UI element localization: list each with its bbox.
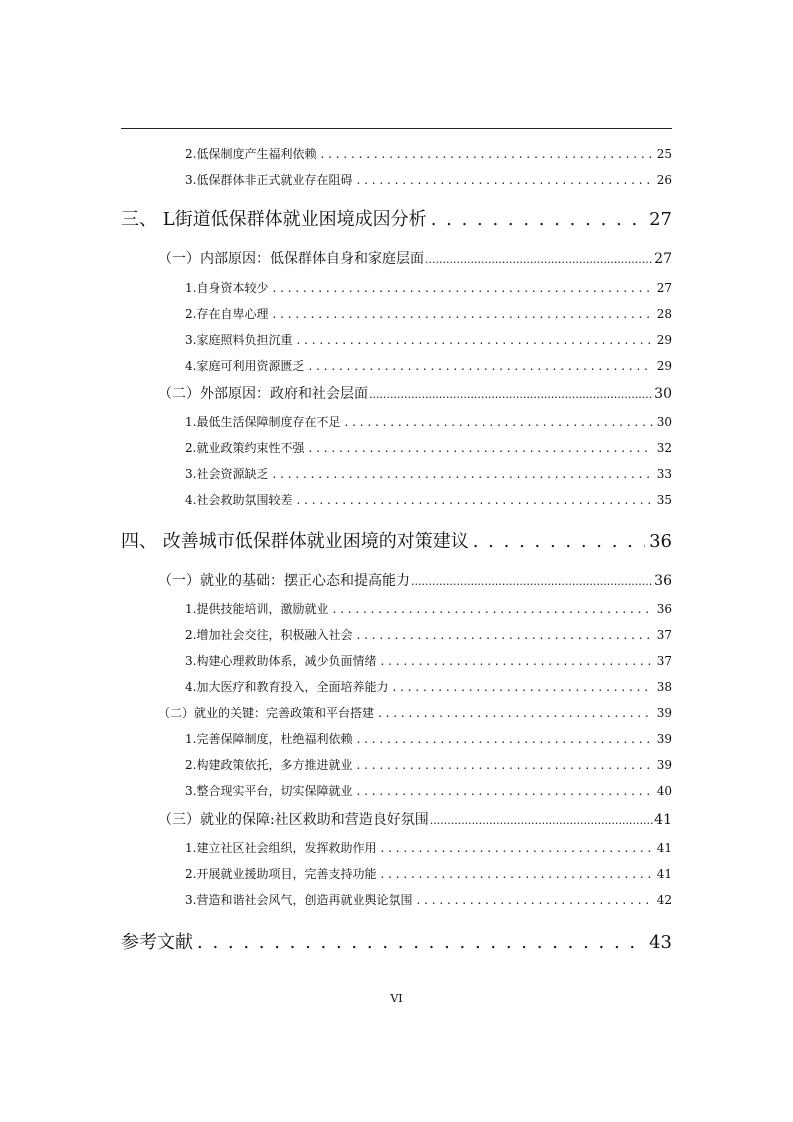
toc-leader-dots [197, 932, 645, 953]
toc-section-entry[interactable] [158, 248, 672, 268]
toc-leader-dots [344, 415, 652, 429]
toc-entry-page: 39 [656, 758, 672, 772]
toc-leader-dots [425, 251, 653, 267]
toc-entry-title: 3.低保群体非正式就业存在阻碍 [185, 173, 353, 187]
toc-entry-title: 2.低保制度产生福利依赖 [185, 147, 317, 161]
toc-section-entry[interactable] [158, 383, 672, 403]
toc-leader-dots [380, 867, 652, 881]
toc-leader-dots [380, 654, 652, 668]
toc-entry-page: 26 [656, 173, 672, 187]
toc-entry[interactable] [185, 678, 672, 695]
toc-entry[interactable] [185, 279, 672, 296]
toc-entry-title: 三、 L街道低保群体就业困境成因分析 [121, 209, 427, 230]
toc-entry-title: 2.增加社会交往，积极融入社会 [185, 628, 353, 642]
toc-entry-page: 29 [656, 333, 672, 347]
toc-leader-dots [430, 812, 653, 828]
toc-entry[interactable] [185, 782, 672, 799]
toc-entry-page: 29 [656, 359, 672, 373]
toc-entry-title: 1.建立社区社会组织，发挥救助作用 [185, 841, 377, 855]
toc-leader-dots [356, 758, 652, 772]
toc-entry-page: 30 [656, 415, 672, 429]
toc-entry-page: 41 [656, 841, 672, 855]
toc-entry-page: 36 [656, 602, 672, 616]
toc-entry[interactable] [185, 491, 672, 508]
toc-leader-dots [378, 706, 653, 720]
toc-entry-page: 38 [656, 680, 672, 694]
toc-leader-dots [392, 680, 652, 694]
toc-entry-title: 4.家庭可利用资源匮乏 [185, 359, 305, 373]
toc-entry-title: 1.完善保障制度，杜绝福利依赖 [185, 732, 353, 746]
toc-entry-title: 参考文献 [121, 932, 193, 953]
toc-entry[interactable] [185, 465, 672, 482]
toc-leader-dots [272, 467, 652, 481]
toc-leader-dots [308, 441, 652, 455]
toc-entry-title: 3.家庭照料负担沉重 [185, 333, 293, 347]
toc-leader-dots [272, 307, 652, 321]
toc-entry-page: 37 [656, 628, 672, 642]
toc-leader-dots [356, 173, 652, 187]
toc-leader-dots [296, 333, 652, 347]
toc-entry-page: 32 [656, 441, 672, 455]
toc-leader-dots [296, 493, 652, 507]
page-number-footer: VI [390, 992, 403, 1005]
toc-leader-dots [473, 531, 645, 552]
toc-entry-page: 27 [654, 251, 672, 267]
toc-section-entry[interactable] [158, 809, 672, 829]
toc-entry[interactable] [185, 891, 672, 908]
toc-entry-page: 40 [656, 784, 672, 798]
toc-entry-title: 2.构建政策依托，多方推进就业 [185, 758, 353, 772]
toc-entry[interactable] [185, 652, 672, 669]
toc-leader-dots [332, 602, 652, 616]
toc-entry-title: 3.营造和谐社会风气，创造再就业舆论氛围 [185, 893, 413, 907]
toc-entry-page: 39 [656, 706, 672, 720]
toc-entry-page: 36 [654, 573, 672, 589]
toc-entry-page: 42 [656, 893, 672, 907]
toc-entry[interactable] [185, 600, 672, 617]
toc-entry[interactable] [185, 756, 672, 773]
toc-entry-page: 30 [654, 386, 672, 402]
toc-entry-page: 41 [654, 812, 672, 828]
toc-leader-dots [416, 893, 652, 907]
toc-entry-page: 43 [649, 932, 672, 953]
toc-entry-title: 2.开展就业援助项目，完善支持功能 [185, 867, 377, 881]
toc-entry-title: 1.自身资本较少 [185, 281, 269, 295]
toc-entry-page: 27 [649, 209, 672, 230]
toc-entry[interactable] [185, 730, 672, 747]
toc-entry[interactable] [185, 171, 672, 188]
toc-leader-dots [369, 386, 653, 402]
toc-chapter-entry[interactable] [121, 527, 672, 553]
toc-entry-title: 2.存在自卑心理 [185, 307, 269, 321]
toc-leader-dots [431, 209, 645, 230]
toc-entry-page: 27 [656, 281, 672, 295]
toc-entry-title: （二）就业的关键：完善政策和平台搭建 [158, 706, 375, 720]
toc-chapter-entry[interactable] [121, 928, 672, 954]
toc-entry[interactable] [185, 439, 672, 456]
toc-entry-page: 37 [656, 654, 672, 668]
toc-entry-title: 3.社会资源缺乏 [185, 467, 269, 481]
toc-entry-title: 2.就业政策约束性不强 [185, 441, 305, 455]
toc-entry-page: 33 [656, 467, 672, 481]
toc-entry-page: 28 [656, 307, 672, 321]
toc-entry-title: 1.最低生活保障制度存在不足 [185, 415, 341, 429]
toc-leader-dots [308, 359, 652, 373]
toc-entry-page: 36 [649, 531, 672, 552]
toc-leader-dots [411, 573, 653, 589]
toc-entry-title: 4.社会救助氛围较差 [185, 493, 293, 507]
toc-entry[interactable] [185, 357, 672, 374]
toc-section-entry[interactable] [158, 704, 672, 721]
toc-entry-title: （三）就业的保障:社区救助和营造良好氛围 [158, 812, 429, 828]
toc-leader-dots [320, 147, 652, 161]
toc-section-entry[interactable] [158, 570, 672, 590]
toc-leader-dots [356, 732, 652, 746]
toc-entry-title: （一）就业的基础：摆正心态和提高能力 [158, 573, 410, 589]
toc-entry-title: 3.整合现实平台，切实保障就业 [185, 784, 353, 798]
toc-chapter-entry[interactable] [121, 205, 672, 231]
toc-entry-title: 1.提供技能培训，激励就业 [185, 602, 329, 616]
toc-leader-dots [272, 281, 652, 295]
toc-entry[interactable] [185, 305, 672, 322]
toc-leader-dots [356, 628, 652, 642]
toc-entry-page: 39 [656, 732, 672, 746]
toc-entry-title: （一）内部原因：低保群体自身和家庭层面 [158, 251, 424, 267]
toc-entry-title: 4.加大医疗和教育投入，全面培养能力 [185, 680, 389, 694]
toc-leader-dots [356, 784, 652, 798]
toc-entry-title: 四、 改善城市低保群体就业困境的对策建议 [121, 531, 469, 552]
toc-entry[interactable] [185, 145, 672, 162]
toc-entry-page: 25 [656, 147, 672, 161]
toc-entry-page: 35 [656, 493, 672, 507]
toc-entry-title: （二）外部原因：政府和社会层面 [158, 386, 368, 402]
toc-entry-title: 3.构建心理救助体系，减少负面情绪 [185, 654, 377, 668]
toc-entry[interactable] [185, 865, 672, 882]
toc-entry[interactable] [185, 331, 672, 348]
toc-leader-dots [380, 841, 652, 855]
toc-entry[interactable] [185, 626, 672, 643]
toc-entry[interactable] [185, 839, 672, 856]
toc-entry-page: 41 [656, 867, 672, 881]
toc-entry[interactable] [185, 413, 672, 430]
